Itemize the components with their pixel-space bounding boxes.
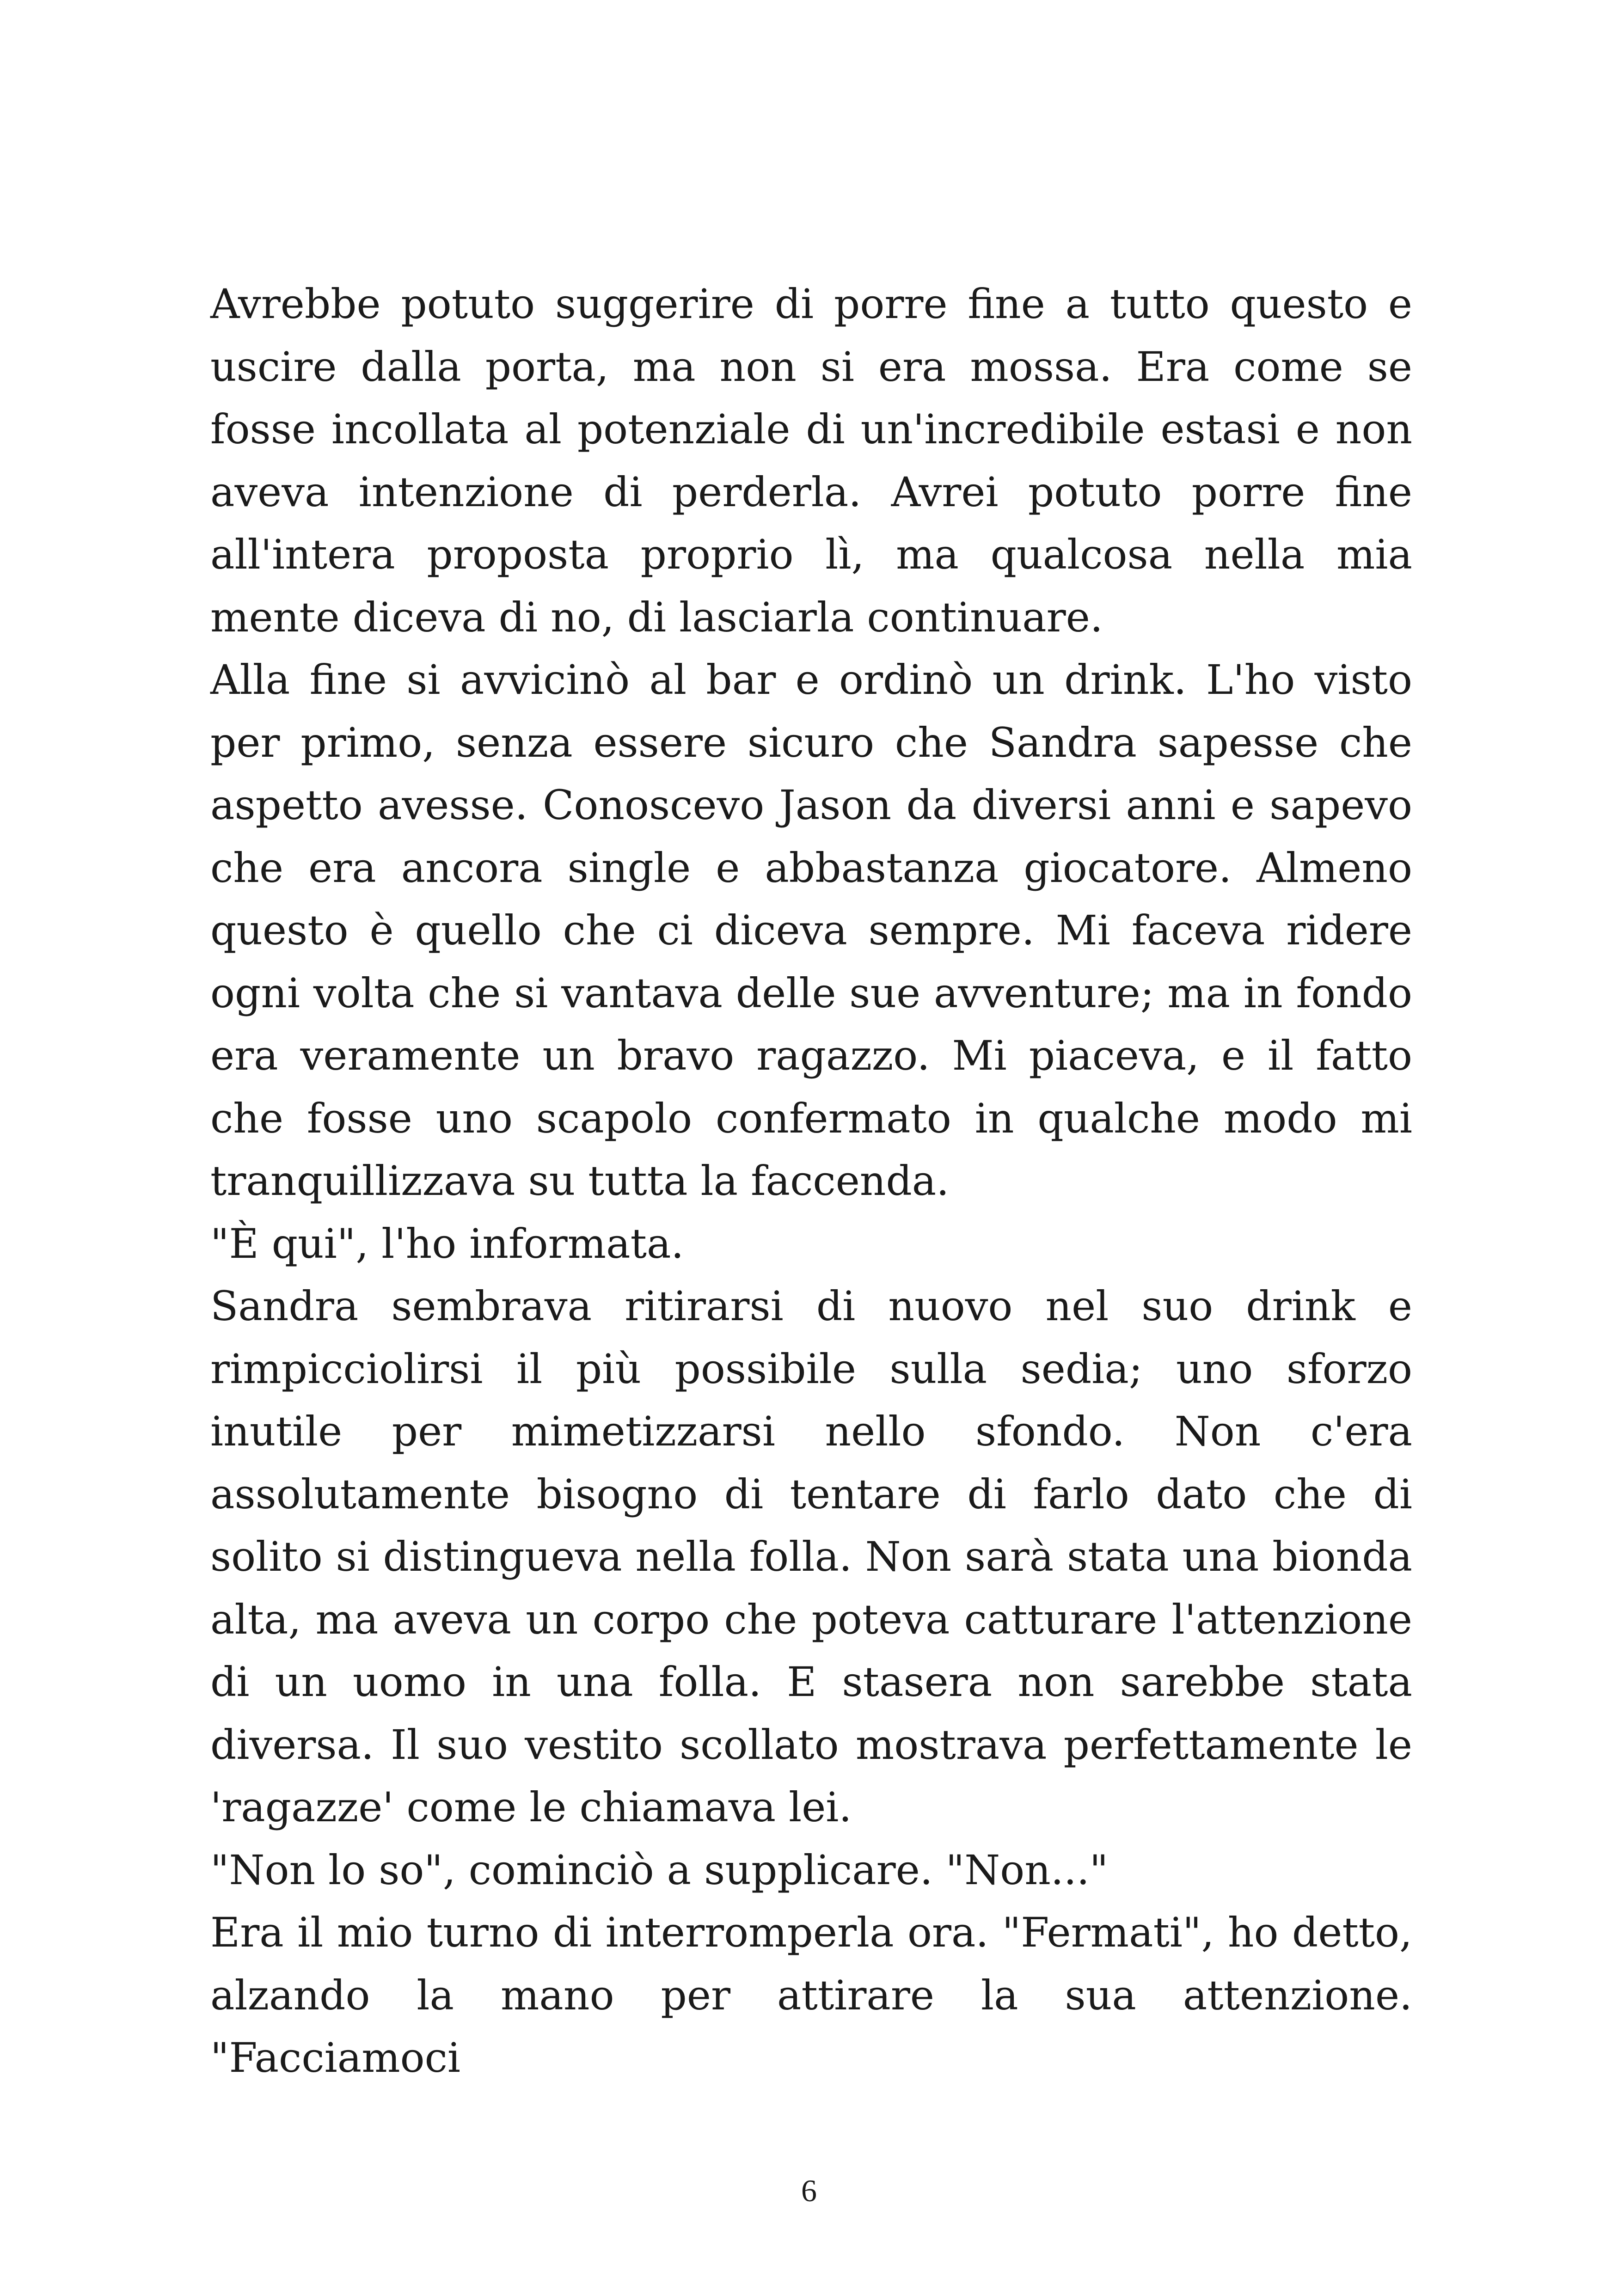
body-text	[210, 273, 1412, 2089]
page-number: 6	[801, 2173, 817, 2208]
paragraph: Era il mio turno di interromperla ora. "Fermati", ho detto, alzando la mano per attirare la sua attenzione. "Facciamoci	[210, 1909, 1412, 2082]
paragraph: "È qui", l'ho informata.	[210, 1219, 684, 1267]
paragraph: "Non lo so", cominciò a supplicare. "Non..."	[210, 1846, 1109, 1894]
paragraph: Sandra sembrava ritirarsi di nuovo nel suo drink e rimpicciolirsi il più possibile sulla sedia; uno sforzo inutile per mimetizzarsi nello sfondo. Non c'era assolutamente bisogno di tentare di farlo dato che di solito si distingueva nella folla. Non sarà stata una bionda alta, ma aveva un corpo che poteva catturare l'attenzione di un uomo in una folla. E stasera non sarebbe stata diversa. Il suo vestito scollato mostrava perfettamente le 'ragazze' come le chiamava lei.	[210, 1282, 1412, 1831]
paragraph: Alla fine si avvicinò al bar e ordinò un drink. L'ho visto per primo, senza essere sicuro che Sandra sapesse che aspetto avesse. Conoscevo Jason da diversi anni e sapevo che era ancora single e abbastanza giocatore. Almeno questo è quello che ci diceva sempre. Mi faceva ridere ogni volta che si vantava delle sue avventure; ma in fondo era veramente un bravo ragazzo. Mi piaceva, e il fatto che fosse uno scapolo confermato in qualche modo mi tranquillizzava su tutta la faccenda.	[210, 656, 1412, 1205]
paragraph: Avrebbe potuto suggerire di porre fine a tutto questo e uscire dalla porta, ma non si era mossa. Era come se fosse incollata al potenziale di un'incredibile estasi e non aveva intenzione di perderla. Avrei potuto porre fine all'intera proposta proprio lì, ma qualcosa nella mia mente diceva di no, di lasciarla continuare.	[210, 280, 1412, 641]
